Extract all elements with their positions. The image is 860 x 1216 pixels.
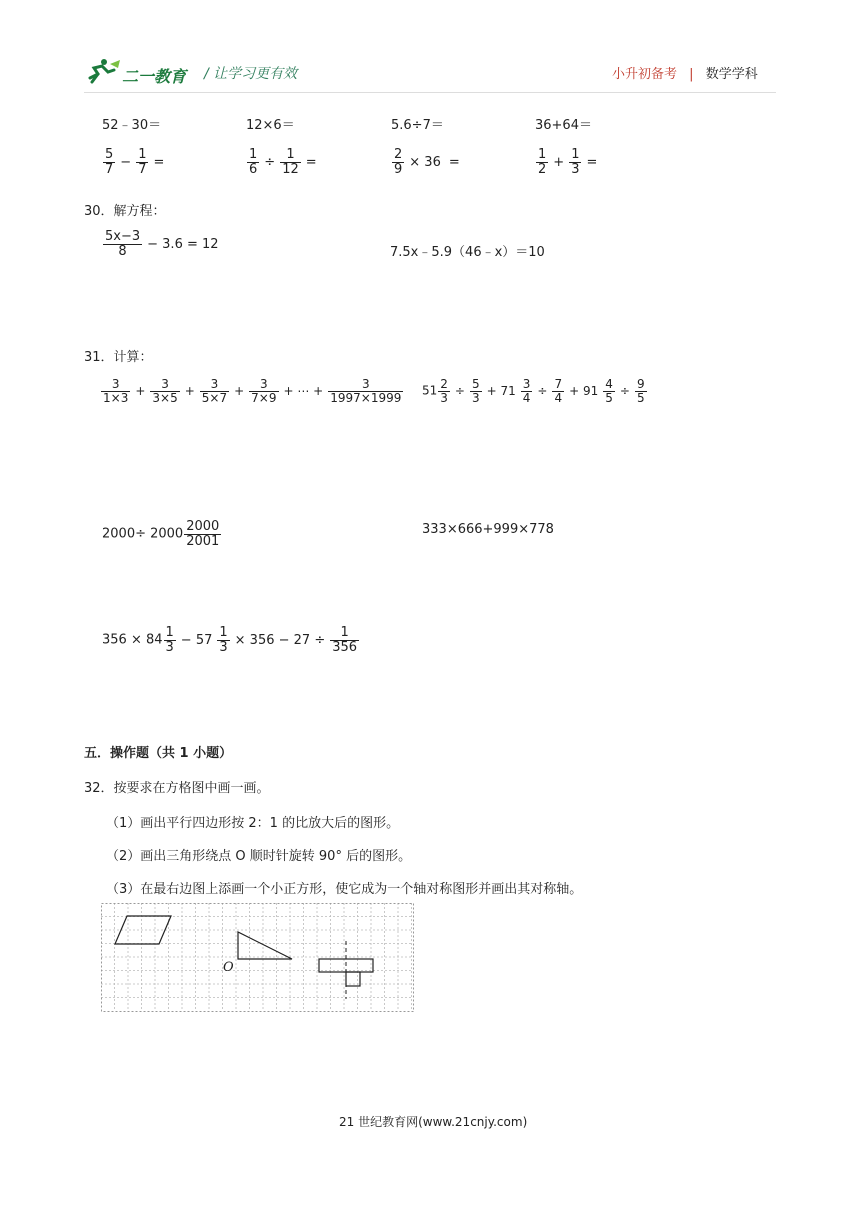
runner-logo-icon (84, 58, 124, 88)
oral-calc-8: $\frac{1}{2}$ + $\frac{1}{3}$ = (538, 147, 598, 177)
oral-calc-5: $\frac{5}{7}$ − $\frac{1}{7}$ = (105, 147, 165, 177)
q31-expr-4: 333×666+999×778 (422, 522, 554, 537)
section-5-title: 五．操作题（共 1 小题） (84, 746, 233, 761)
header-slogan: / 让学习更有效 (204, 66, 298, 82)
q30-equation-2: 7.5x﹣5.9（46﹣x）＝10 (390, 245, 545, 260)
oral-calc-6: $\frac{1}{6}$ ÷ $\frac{1}{12}$ = (249, 147, 317, 177)
q31-expr-5: 356 × 84 $\frac{1}{3}$ − 57 $\frac{1}{3}$ × 356 − 27 ÷ $\frac{1}{356}$ (102, 625, 358, 655)
footer: 21 世纪教育网(www.21cnjy.com) (339, 1115, 528, 1129)
q32-step-3: （3）在最右边图上添画一个小正方形，使它成为一个轴对称图形并画出其对称轴。 (106, 882, 583, 897)
oral-calc-3: 5.6÷7＝ (391, 118, 444, 133)
triangle-shape (238, 932, 292, 959)
oral-calc-1: 52﹣30＝ (102, 118, 162, 133)
grid-lines (101, 903, 413, 1011)
q32-prompt: 32．按要求在方格图中画一画。 (84, 781, 270, 796)
q31-expr-3: 2000÷ 2000 $\frac{2000}{2001}$ (102, 519, 220, 549)
header-tag (612, 63, 758, 82)
header-logo (84, 58, 190, 88)
oral-calc-2: 12×6＝ (246, 118, 295, 133)
q31-label: 31．计算： (84, 350, 153, 365)
header-divider: | (689, 67, 694, 82)
oral-calc-4: 36+64＝ (535, 118, 592, 133)
oral-calc-7: $\frac{2}{9}$ × 36 = (394, 147, 460, 177)
header-tag-right: 数学学科 (705, 67, 758, 82)
header-tag-left: 小升初备考 (612, 67, 678, 82)
q32-step-1: （1）画出平行四边形按 2：1 的比放大后的图形。 (106, 816, 400, 831)
q31-expr-1: $\frac{3}{1\times 3}$ + $\frac{3}{3\times 5}$ + $\frac{3}{5\times 7}$ + $\frac{3}{7\times 9}$ + ⋯ + $\frac{3}{1997\times 1999}$ (103, 377, 402, 405)
grid-figure (101, 903, 416, 1014)
q32-step-2: （2）画出三角形绕点 O 顺时针旋转 90° 后的图形。 (106, 849, 412, 864)
point-o-label: O (223, 960, 234, 975)
header-rule (84, 92, 776, 93)
q30-equation-1: $\frac{5x-3}{8}$ − 3.6 = 12 (105, 229, 219, 259)
q30-label: 30．解方程： (84, 204, 166, 219)
logo-text: 二一教育 (122, 67, 187, 86)
q31-expr-2: 51 $\frac{2}{3}$ ÷ $\frac{5}{3}$ + 71 $\frac{3}{4}$ ÷ $\frac{7}{4}$ + 91 $\frac{4}{5}$ ÷ $\frac{9}{5}$ (422, 377, 645, 405)
